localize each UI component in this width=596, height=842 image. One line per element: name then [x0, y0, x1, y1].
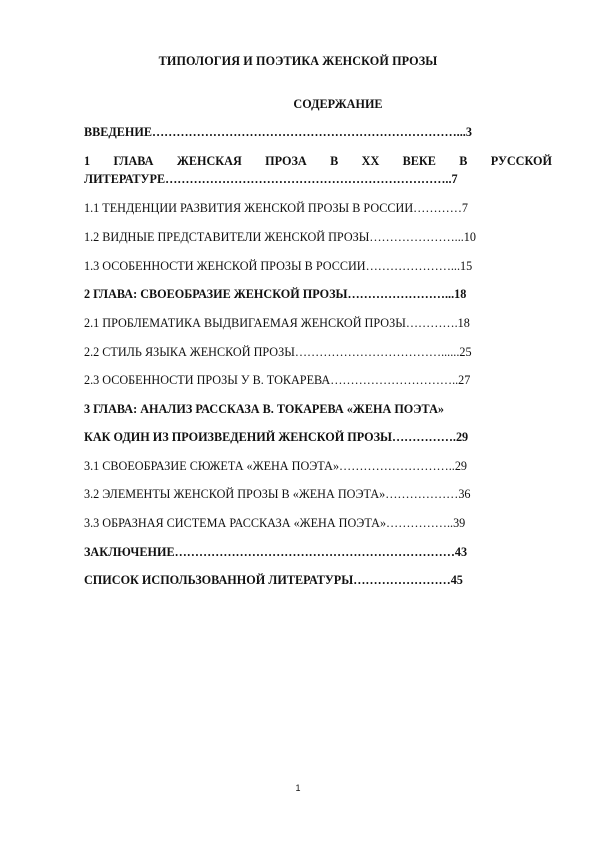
- toc-entry-2-2: 2.2 СТИЛЬ ЯЗЫКА ЖЕНСКОЙ ПРОЗЫ………………………………......25: [84, 345, 472, 359]
- toc-entry-chapter-1: [84, 154, 552, 187]
- toc-entry-3-1: 3.1 СВОЕОБРАЗИЕ СЮЖЕТА «ЖЕНА ПОЭТА»………………………..29: [84, 459, 468, 473]
- toc-entry-bibliography: СПИСОК ИСПОЛЬЗОВАННОЙ ЛИТЕРАТУРЫ……………………45: [84, 573, 463, 587]
- toc-entry-chapter-1-line-2: ЛИТЕРАТУРЕ……………………………………………………………..7: [84, 172, 458, 186]
- toc-entry-chapter-3-line-2: КАК ОДИН ИЗ ПРОИЗВЕДЕНИЙ ЖЕНСКОЙ ПРОЗЫ…………….29: [84, 430, 469, 444]
- toc-entry-chapter-1-line-1: 1 ГЛАВА ЖЕНСКАЯ ПРОЗА В XX ВЕКЕ В РУССКОЙ: [84, 154, 552, 168]
- toc-entry-conclusion: ЗАКЛЮЧЕНИЕ……………………………………………………………43: [84, 545, 468, 559]
- document-title: ТИПОЛОГИЯ И ПОЭТИКА ЖЕНСКОЙ ПРОЗЫ: [158, 54, 438, 68]
- page-number: 1: [295, 783, 301, 793]
- toc-entry-1-1: 1.1 ТЕНДЕНЦИИ РАЗВИТИЯ ЖЕНСКОЙ ПРОЗЫ В РОССИИ…………7: [84, 201, 468, 215]
- toc-entry-intro: ВВЕДЕНИЕ…………………………………………………………………...3: [84, 125, 472, 139]
- toc-entry-2-3: 2.3 ОСОБЕННОСТИ ПРОЗЫ У В. ТОКАРЕВА…………………………..27: [84, 373, 471, 387]
- toc-entry-1-2: 1.2 ВИДНЫЕ ПРЕДСТАВИТЕЛИ ЖЕНСКОЙ ПРОЗЫ…………………...10: [84, 230, 476, 244]
- toc-entry-3-2: 3.2 ЭЛЕМЕНТЫ ЖЕНСКОЙ ПРОЗЫ В «ЖЕНА ПОЭТА»………………36: [84, 487, 471, 501]
- toc-entry-chapter-2: 2 ГЛАВА: СВОЕОБРАЗИЕ ЖЕНСКОЙ ПРОЗЫ……………………...18: [84, 287, 467, 301]
- toc-entry-2-1: 2.1 ПРОБЛЕМАТИКА ВЫДВИГАЕМАЯ ЖЕНСКОЙ ПРОЗЫ………….18: [84, 316, 470, 330]
- toc-heading: СОДЕРЖАНИЕ: [293, 97, 383, 111]
- toc-entry-chapter-3-line-1: 3 ГЛАВА: АНАЛИЗ РАССКАЗА В. ТОКАРЕВА «ЖЕНА ПОЭТА»: [84, 402, 444, 416]
- toc-entry-1-3: 1.3 ОСОБЕННОСТИ ЖЕНСКОЙ ПРОЗЫ В РОССИИ…………………...15: [84, 259, 473, 273]
- toc-entry-3-3: 3.3 ОБРАЗНАЯ СИСТЕМА РАССКАЗА «ЖЕНА ПОЭТА»……………..39: [84, 516, 466, 530]
